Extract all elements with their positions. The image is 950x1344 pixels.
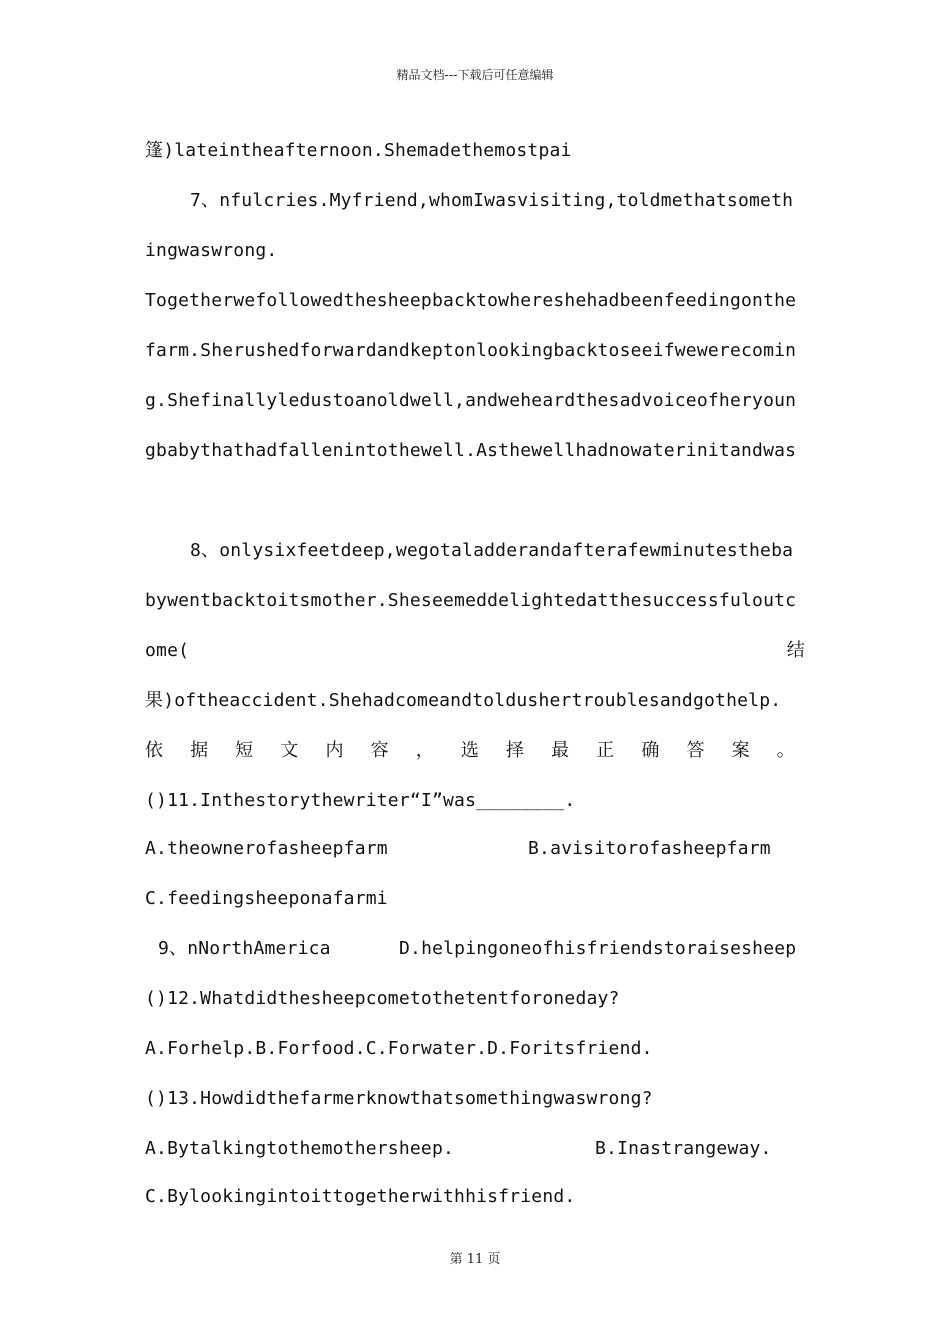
q11-option-b: B.avisitorofasheepfarm — [528, 838, 771, 859]
instruction-char: 最 — [551, 740, 570, 761]
paragraph-8: 8、onlysixfeetdeep,wegotaladderandafterafewminutestheba — [190, 540, 794, 561]
instruction-char: 答 — [686, 740, 705, 761]
question-11: ()11.Inthestorythewriter“I”was________. — [145, 790, 576, 811]
text-line: gbabythathadfallenintothewell.Asthewellhadnowaterinitandwas — [145, 440, 797, 461]
instruction-char: 依 — [145, 740, 164, 761]
text-line: farm.Sherushedforwardandkeptonlookingbacktoseeifwewerecomin — [145, 340, 797, 361]
q11-option-a: A.theownerofasheepfarm — [145, 838, 388, 859]
q13-option-b: B.Inastrangeway. — [595, 1138, 772, 1159]
text-line: bywentbacktoitsmother.Sheseemeddelightedatthesuccessfuloutc — [145, 590, 797, 611]
text-line: g.Shefinallyledustoanoldwell,andweheardthesadvoiceofheryoun — [145, 390, 797, 411]
q12-options: A.Forhelp.B.Forfood.C.Forwater.D.Foritsfriend. — [145, 1038, 653, 1059]
instruction-char: ， — [415, 740, 434, 761]
page-number: 第 11 页 — [449, 1252, 501, 1267]
outcome-line — [145, 638, 805, 664]
instruction-char: 案 — [731, 740, 750, 761]
instruction-char: 文 — [280, 740, 299, 761]
instruction-char: 短 — [235, 740, 254, 761]
text-line: ingwaswrong. — [145, 240, 278, 261]
question-12: ()12.Whatdidthesheepcometothetentforoneday? — [145, 988, 620, 1009]
instruction-line — [145, 738, 795, 764]
instruction-char: 。 — [776, 740, 795, 761]
q13-option-a: A.Bytalkingtothemothersheep. — [145, 1138, 455, 1159]
text-line: 篷)lateintheafternoon.Shemadethemostpai — [145, 140, 572, 161]
paragraph-9 — [158, 936, 808, 962]
q13-option-c: C.Bylookingintoittogetherwithhisfriend. — [145, 1186, 576, 1207]
question-13: ()13.Howdidthefarmerknowthatsomethingwaswrong? — [145, 1088, 653, 1109]
text-line: 果)oftheaccident.Shehadcomeandtoldushertroublesandgothelp. — [145, 690, 782, 711]
q11-option-d: D.helpingoneofhisfriendstoraisesheep — [399, 938, 797, 959]
q11-option-c: C.feedingsheeponafarmi — [145, 888, 388, 909]
instruction-char: 容 — [370, 740, 389, 761]
instruction-char: 择 — [506, 740, 525, 761]
q11-options-row — [145, 836, 805, 862]
instruction-char: 内 — [325, 740, 344, 761]
q13-options-row — [145, 1136, 805, 1162]
line9-left: 9、nNorthAmerica — [158, 938, 331, 959]
instruction-char: 确 — [641, 740, 660, 761]
instruction-char: 正 — [596, 740, 615, 761]
instruction-char: 选 — [460, 740, 480, 761]
outcome-left: ome( — [145, 640, 190, 661]
page-header: 精品文档---下载后可任意编辑 — [396, 68, 554, 82]
instruction-char: 据 — [190, 740, 209, 761]
outcome-right: 结 — [786, 640, 805, 661]
paragraph-7: 7、nfulcries.Myfriend,whomIwasvisiting,toldmethatsometh — [190, 190, 794, 211]
text-line: Togetherwefollowedthesheepbacktowhereshehadbeenfeedingonthe — [145, 290, 797, 311]
